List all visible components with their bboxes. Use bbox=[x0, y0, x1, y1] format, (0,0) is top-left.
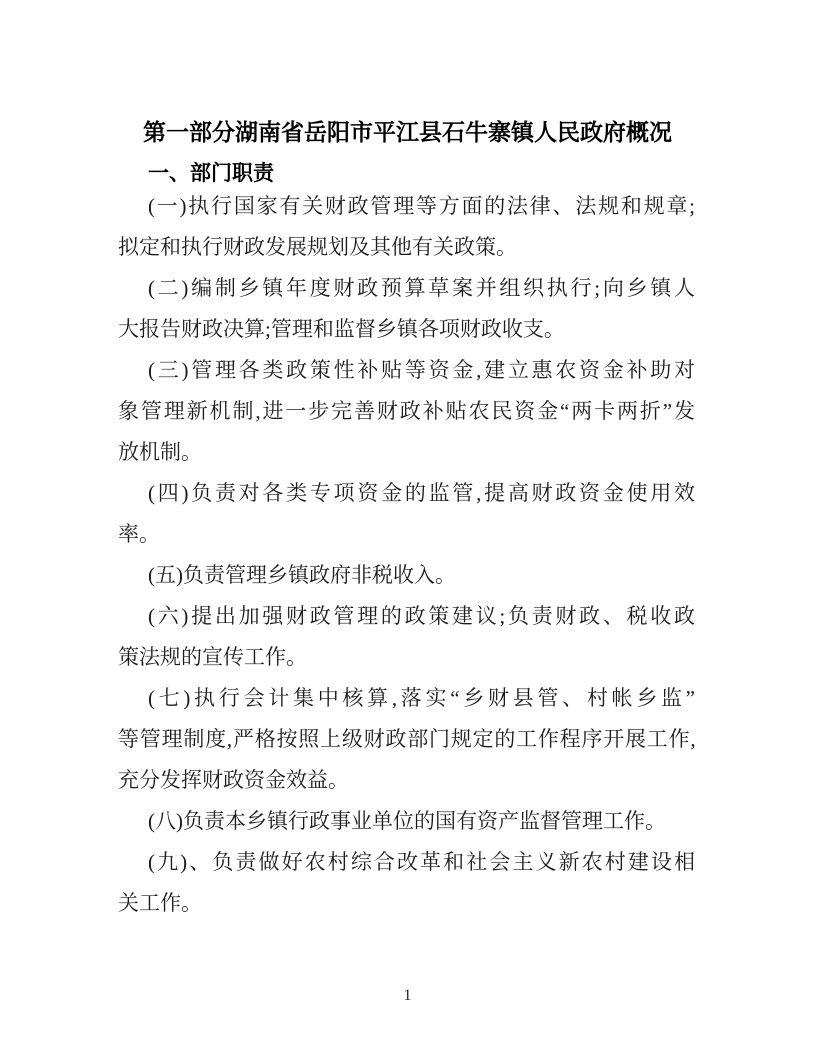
paragraph-line: 象管理新机制,进一步完善财政补贴农民资金“两卡两折”发 bbox=[118, 399, 695, 423]
paragraph bbox=[118, 268, 695, 350]
document-title: 第一部分湖南省岳阳市平江县石牛寨镇人民政府概况 bbox=[143, 119, 672, 145]
paragraph-line: (三)管理各类政策性补贴等资金,建立惠农资金补助对 bbox=[148, 358, 695, 382]
paragraph-line: (六)提出加强财政管理的政策建议;负责财政、税收政 bbox=[148, 604, 695, 628]
paragraph-line: 率。 bbox=[118, 522, 160, 546]
paragraph-line: 等管理制度,严格按照上级财政部门规定的工作程序开展工作, bbox=[118, 727, 695, 751]
section-heading: 一、部门职责 bbox=[148, 162, 274, 185]
paragraph-line: (五)负责管理乡镇政府非税收入。 bbox=[148, 563, 456, 587]
paragraph-line: (一)执行国家有关财政管理等方面的法律、法规和规章; bbox=[148, 194, 695, 218]
paragraph bbox=[118, 678, 695, 801]
paragraph bbox=[118, 186, 695, 268]
paragraph-line: (二)编制乡镇年度财政预算草案并组织执行;向乡镇人 bbox=[148, 276, 695, 300]
paragraph-line: (八)负责本乡镇行政事业单位的国有资产监督管理工作。 bbox=[148, 809, 666, 833]
document-body bbox=[118, 186, 695, 924]
paragraph-line: 充分发挥财政资金效益。 bbox=[118, 768, 349, 792]
paragraph-line: 策法规的宣传工作。 bbox=[118, 645, 307, 669]
page-footer bbox=[0, 986, 815, 1006]
paragraph bbox=[118, 555, 695, 596]
page-number: 1 bbox=[403, 987, 412, 1004]
paragraph bbox=[118, 473, 695, 555]
paragraph bbox=[118, 350, 695, 473]
paragraph bbox=[118, 842, 695, 924]
paragraph-line: 大报告财政决算;管理和监督乡镇各项财政收支。 bbox=[118, 317, 565, 341]
paragraph-line: (九)、负责做好农村综合改革和社会主义新农村建设相 bbox=[148, 850, 695, 874]
paragraph-line: 关工作。 bbox=[118, 891, 202, 915]
paragraph-line: 拟定和执行财政发展规划及其他有关政策。 bbox=[118, 235, 517, 259]
paragraph bbox=[118, 596, 695, 678]
paragraph-line: (四)负责对各类专项资金的监管,提高财政资金使用效 bbox=[148, 481, 695, 505]
paragraph-line: (七)执行会计集中核算,落实“乡财县管、村帐乡监” bbox=[148, 686, 695, 710]
paragraph bbox=[118, 801, 695, 842]
paragraph-line: 放机制。 bbox=[118, 440, 202, 464]
